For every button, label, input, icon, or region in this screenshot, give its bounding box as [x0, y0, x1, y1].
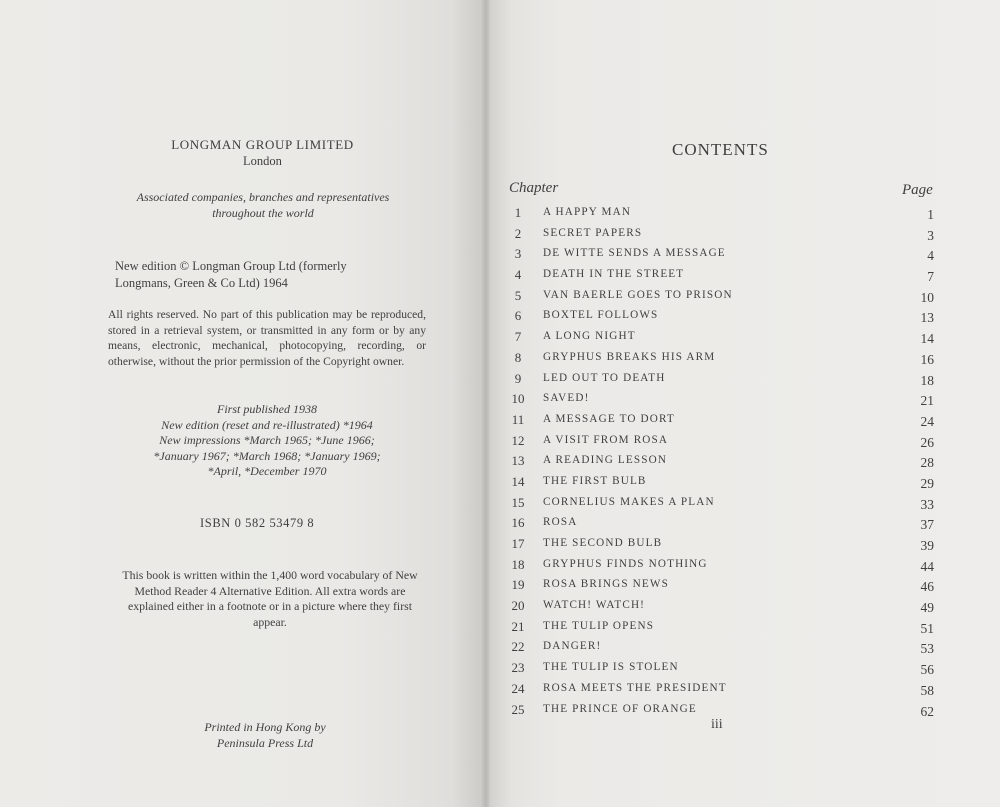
- chapter-page-number: 3: [927, 227, 934, 243]
- copyright-line: Longmans, Green & Co Ltd) 1964: [115, 276, 288, 290]
- toc-row: [506, 450, 936, 471]
- chapter-page-number: 51: [920, 620, 934, 636]
- chapter-title: BOXTEL FOLLOWS: [543, 309, 659, 322]
- chapter-title: THE SECOND BULB: [543, 537, 663, 549]
- chapter-number: 20: [511, 598, 525, 614]
- toc-row: [506, 285, 936, 306]
- chapter-page-number: 62: [920, 703, 934, 719]
- chapter-title: THE TULIP IS STOLEN: [543, 661, 679, 674]
- toc-row: [506, 512, 936, 533]
- printer-credit: [130, 720, 400, 751]
- toc-row: [506, 533, 936, 554]
- copyright-notice: [115, 258, 415, 292]
- chapter-page-number: 14: [920, 331, 934, 347]
- page-column-heading: Page: [902, 182, 933, 198]
- chapter-number: 8: [514, 349, 522, 365]
- chapter-page-number: 1: [927, 207, 934, 222]
- chapter-number: 1: [514, 205, 522, 220]
- chapter-number: 13: [511, 453, 525, 469]
- chapter-page-number: 46: [920, 579, 934, 595]
- toc-row: [506, 657, 936, 678]
- chapter-title: A HAPPY MAN: [543, 206, 632, 218]
- chapter-title: SAVED!: [543, 392, 590, 405]
- chapter-number: 16: [511, 515, 525, 531]
- toc-row: [506, 678, 936, 699]
- chapter-number: 5: [514, 287, 522, 303]
- toc-row: [506, 264, 936, 285]
- chapter-number: 2: [514, 225, 522, 241]
- chapter-title: ROSA: [543, 516, 578, 529]
- toc-row: [506, 616, 936, 637]
- chapter-title: ROSA BRINGS NEWS: [543, 578, 669, 591]
- chapter-page-number: 53: [920, 641, 934, 657]
- toc-row: [506, 388, 936, 409]
- chapter-title: THE FIRST BULB: [543, 474, 647, 487]
- book-gutter: [482, 0, 490, 807]
- printer-line: Peninsula Press Ltd: [216, 735, 314, 750]
- copyright-line: New edition © Longman Group Ltd (formerly: [115, 259, 347, 273]
- table-of-contents: [506, 202, 936, 719]
- printer-line: Printed in Hong Kong by: [204, 720, 326, 734]
- chapter-number: 25: [511, 701, 525, 717]
- chapter-page-number: 4: [927, 248, 934, 264]
- chapter-title: A LONG NIGHT: [543, 330, 636, 343]
- toc-row: [506, 305, 936, 326]
- publication-history: [110, 402, 424, 480]
- chapter-number: 12: [511, 432, 525, 448]
- toc-row: [506, 492, 936, 513]
- chapter-page-number: 7: [927, 269, 934, 285]
- chapter-page-number: 39: [920, 538, 934, 553]
- toc-row: [506, 243, 936, 264]
- chapter-page-number: 29: [920, 475, 934, 491]
- history-line: New edition (reset and re-illustrated) *1964: [161, 417, 373, 432]
- associated-line: Associated companies, branches and representatives: [136, 190, 390, 204]
- contents-title: CONTENTS: [672, 140, 769, 159]
- history-line: New impressions *March 1965; *June 1966;: [159, 433, 375, 447]
- chapter-number: 19: [511, 577, 525, 593]
- toc-row: [506, 368, 936, 389]
- chapter-number: 9: [514, 370, 522, 386]
- history-line: First published 1938: [216, 402, 317, 416]
- toc-row: [506, 554, 936, 575]
- chapter-title: A READING LESSON: [543, 454, 668, 467]
- chapter-title: DEATH IN THE STREET: [543, 268, 685, 281]
- left-page-imprint: [0, 0, 486, 807]
- chapter-title: VAN BAERLE GOES TO PRISON: [543, 288, 733, 301]
- chapter-page-number: 10: [920, 289, 934, 305]
- toc-row: [506, 430, 936, 451]
- chapter-title: DANGER!: [543, 640, 602, 653]
- chapter-number: 17: [511, 536, 525, 551]
- vocabulary-note: This book is written within the 1,400 word vocabulary of New Method Reader 4 Alternative Edition. All extra words are explained either in a footnote or in a picture where they first appear.: [122, 568, 418, 629]
- chapter-number: 23: [511, 660, 525, 676]
- toc-row: [506, 326, 936, 347]
- chapter-page-number: 26: [920, 434, 934, 450]
- chapter-title: THE PRINCE OF ORANGE: [543, 702, 697, 715]
- toc-row: [506, 574, 936, 595]
- chapter-page-number: 37: [920, 517, 934, 533]
- chapter-number: 11: [511, 411, 525, 427]
- associated-line: throughout the world: [212, 206, 314, 220]
- chapter-page-number: 21: [920, 393, 934, 409]
- rights-reserved-text: All rights reserved. No part of this publication may be reproduced, stored in a retrieval system, or transmitted in any form or by any means, electronic, mechanical, photocopying, recording, or otherwise, without the prior permission of the Copyright owner.: [108, 308, 426, 368]
- chapter-number: 4: [514, 267, 522, 283]
- chapter-title: GRYPHUS FINDS NOTHING: [543, 557, 708, 570]
- chapter-number: 10: [511, 391, 525, 407]
- chapter-title: WATCH! WATCH!: [543, 599, 646, 612]
- associated-companies-note: [103, 189, 423, 221]
- isbn-number: ISBN 0 582 53479 8: [200, 516, 315, 530]
- chapter-number: 18: [511, 556, 525, 572]
- toc-row: [506, 223, 936, 244]
- chapter-number: 3: [514, 246, 522, 262]
- chapter-page-number: 44: [920, 558, 934, 574]
- toc-row: [506, 636, 936, 657]
- chapter-number: 21: [511, 618, 525, 634]
- chapter-page-number: 24: [920, 413, 934, 429]
- chapter-title: LED OUT TO DEATH: [543, 371, 666, 384]
- chapter-title: SECRET PAPERS: [543, 226, 643, 239]
- history-line: *January 1967; *March 1968; *January 1969;: [153, 448, 381, 463]
- chapter-page-number: 49: [920, 600, 934, 616]
- chapter-title: THE TULIP OPENS: [543, 619, 655, 632]
- publisher-city: London: [243, 154, 282, 168]
- chapter-number: 6: [514, 308, 522, 324]
- page-folio: iii: [711, 717, 723, 732]
- chapter-title: DE WITTE SENDS A MESSAGE: [543, 247, 726, 260]
- chapter-page-number: 56: [920, 662, 934, 678]
- publisher-name: LONGMAN GROUP LIMITED: [171, 137, 354, 152]
- chapter-page-number: 13: [920, 310, 934, 326]
- chapter-title: A MESSAGE TO DORT: [543, 412, 675, 425]
- chapter-column-heading: Chapter: [509, 180, 559, 196]
- chapter-page-number: 16: [920, 351, 934, 367]
- chapter-number: 24: [511, 680, 525, 696]
- toc-row: [506, 471, 936, 492]
- toc-row: [506, 347, 936, 368]
- toc-row: [506, 202, 936, 223]
- chapter-title: ROSA MEETS THE PRESIDENT: [543, 681, 727, 694]
- chapter-number: 7: [514, 329, 522, 345]
- toc-row: [506, 409, 936, 430]
- chapter-number: 15: [511, 494, 525, 510]
- history-line: *April, *December 1970: [207, 464, 327, 478]
- chapter-title: GRYPHUS BREAKS HIS ARM: [543, 350, 716, 363]
- chapter-page-number: 28: [920, 455, 934, 471]
- chapter-title: A VISIT FROM ROSA: [543, 433, 669, 446]
- chapter-page-number: 18: [920, 372, 934, 388]
- chapter-number: 14: [511, 473, 525, 489]
- chapter-title: CORNELIUS MAKES A PLAN: [543, 495, 715, 508]
- toc-row: [506, 595, 936, 616]
- chapter-page-number: 33: [920, 496, 934, 512]
- chapter-page-number: 58: [920, 682, 934, 698]
- chapter-number: 22: [511, 639, 525, 655]
